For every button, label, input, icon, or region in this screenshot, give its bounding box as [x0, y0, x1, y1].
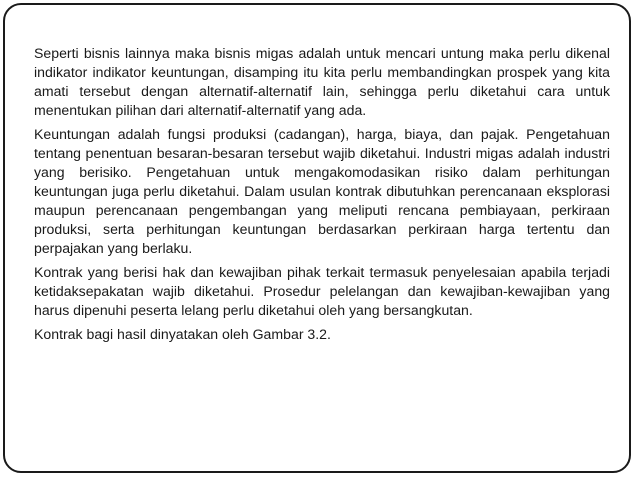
paragraph-3: Kontrak yang berisi hak dan kewajiban pihak terkait termasuk penyelesaian apabila terjadi ketidaksepakatan wajib diketahui. Prosedur pelelangan dan kewajiban-kewajiban yang harus dipenuhi peserta lelang perlu diketahui oleh yang bersangkutan.	[34, 264, 610, 318]
slide-body-text	[34, 44, 610, 349]
paragraph-4: Kontrak bagi hasil dinyatakan oleh Gambar 3.2.	[34, 326, 331, 342]
paragraph-1: Seperti bisnis lainnya maka bisnis migas adalah untuk mencari untung maka perlu dikenal indikator indikator keuntungan, disamping itu kita perlu membandingkan prospek yang kita amati tersebut dengan alternatif-alternatif lain, sehingga perlu diketahui cara untuk menentukan pilihan dari alternatif-alternatif yang ada.	[34, 45, 610, 118]
paragraph-2: Keuntungan adalah fungsi produksi (cadangan), harga, biaya, dan pajak. Pengetahuan tentang penentuan besaran-besaran tersebut wajib diketahui. Industri migas adalah industri yang berisiko. Pengetahuan untuk mengakomodasikan risiko dalam perhitungan keuntungan juga perlu diketahui. Dalam usulan kontrak dibutuhkan perencanaan eksplorasi maupun perencanaan pengembangan yang meliputi rencana pembiayaan, perkiraan produksi, serta perhitungan keuntungan berdasarkan perkiraan harga tertentu dan perpajakan yang berlaku.	[34, 126, 610, 256]
